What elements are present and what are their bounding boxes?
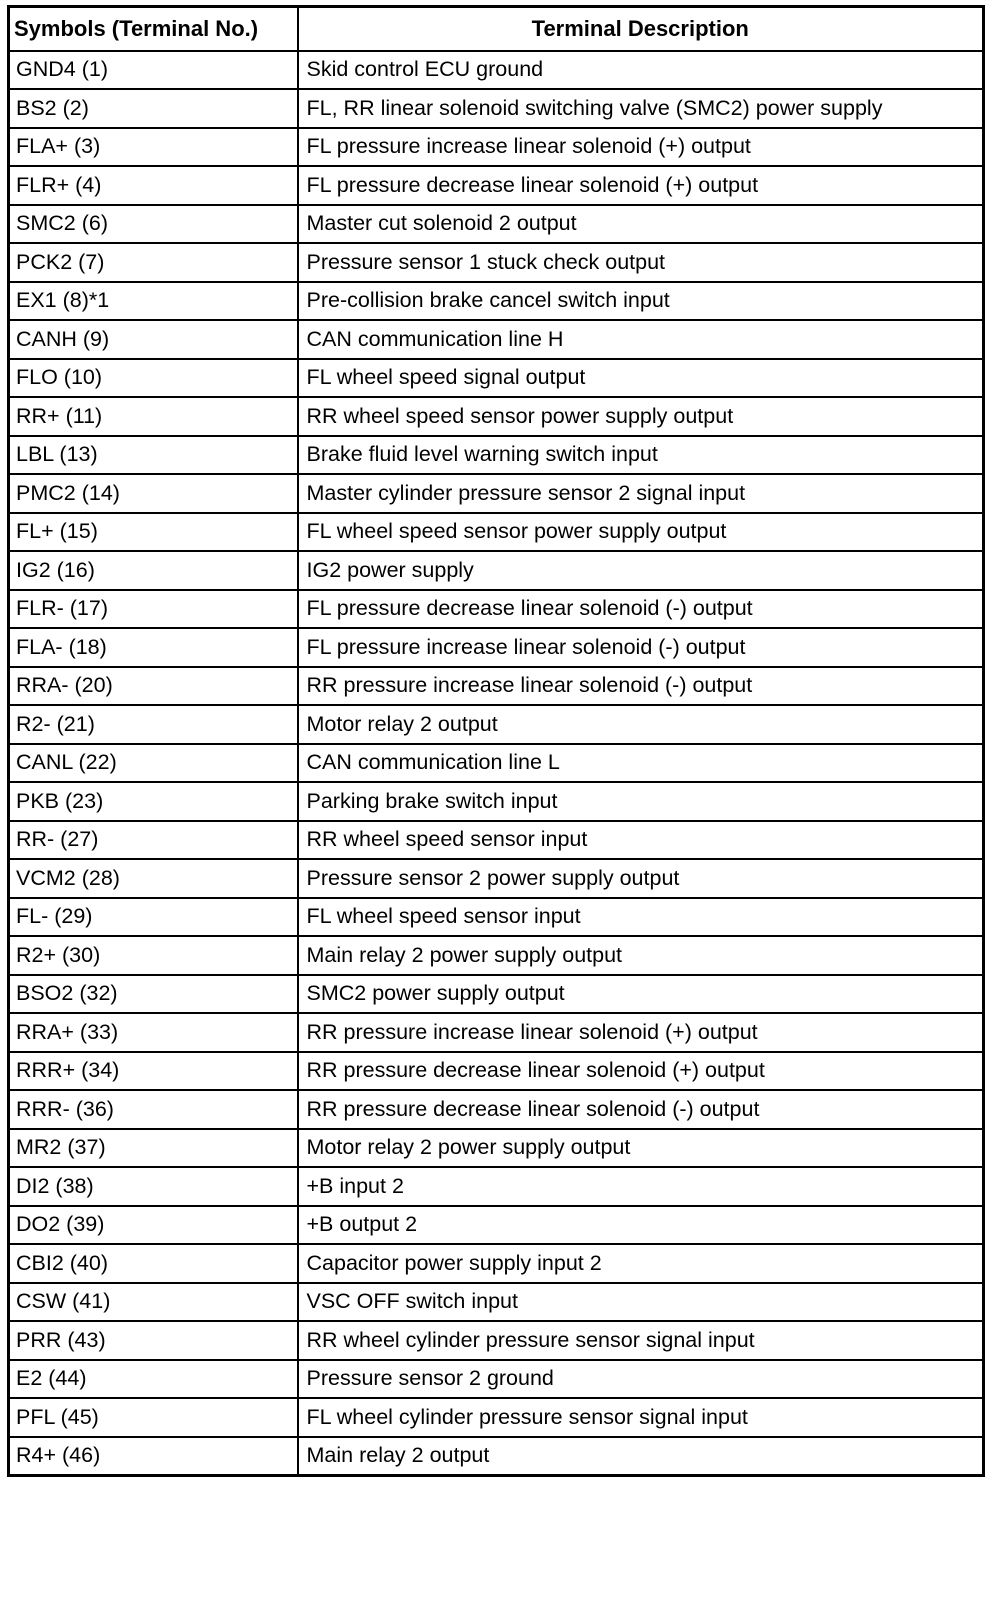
terminal-description-cell: RR wheel speed sensor power supply output xyxy=(298,397,984,436)
column-header-description: Terminal Description xyxy=(298,7,984,51)
column-header-symbol: Symbols (Terminal No.) xyxy=(9,7,298,51)
table-row xyxy=(9,1129,984,1168)
table-row xyxy=(9,282,984,321)
terminal-symbol-cell: FLO (10) xyxy=(9,359,298,398)
terminal-description-cell: FL pressure increase linear solenoid (-) output xyxy=(298,628,984,667)
terminal-description-cell: RR wheel speed sensor input xyxy=(298,821,984,860)
table-row xyxy=(9,898,984,937)
terminal-symbol-cell: PKB (23) xyxy=(9,782,298,821)
terminal-description-cell: +B input 2 xyxy=(298,1167,984,1206)
terminal-symbol-cell: DI2 (38) xyxy=(9,1167,298,1206)
table-row xyxy=(9,205,984,244)
terminal-symbol-cell: FLR+ (4) xyxy=(9,166,298,205)
terminal-symbol-cell: EX1 (8)*1 xyxy=(9,282,298,321)
terminal-symbol-cell: R4+ (46) xyxy=(9,1437,298,1476)
terminal-symbol-cell: BSO2 (32) xyxy=(9,975,298,1014)
table-row xyxy=(9,166,984,205)
table-row xyxy=(9,51,984,90)
terminal-symbol-cell: SMC2 (6) xyxy=(9,205,298,244)
terminal-symbol-cell: PRR (43) xyxy=(9,1321,298,1360)
terminal-symbol-cell: FLR- (17) xyxy=(9,590,298,629)
terminal-description-cell: Main relay 2 power supply output xyxy=(298,936,984,975)
terminal-description-cell: Skid control ECU ground xyxy=(298,51,984,90)
terminal-symbol-cell: CBI2 (40) xyxy=(9,1244,298,1283)
terminal-description-cell: RR pressure increase linear solenoid (-) output xyxy=(298,667,984,706)
table-row xyxy=(9,1244,984,1283)
terminal-symbol-cell: RRA+ (33) xyxy=(9,1013,298,1052)
table-row xyxy=(9,1090,984,1129)
table-row xyxy=(9,1283,984,1322)
terminal-description-cell: FL wheel speed sensor input xyxy=(298,898,984,937)
table-row xyxy=(9,1321,984,1360)
table-row xyxy=(9,474,984,513)
table-row xyxy=(9,243,984,282)
table-row xyxy=(9,1437,984,1476)
table-row xyxy=(9,397,984,436)
terminal-symbol-cell: LBL (13) xyxy=(9,436,298,475)
terminal-description-cell: +B output 2 xyxy=(298,1206,984,1245)
terminal-description-cell: RR wheel cylinder pressure sensor signal input xyxy=(298,1321,984,1360)
terminal-description-cell: FL, RR linear solenoid switching valve (SMC2) power supply xyxy=(298,89,984,128)
table-row xyxy=(9,667,984,706)
terminal-description-cell: SMC2 power supply output xyxy=(298,975,984,1014)
terminal-symbol-cell: CANH (9) xyxy=(9,320,298,359)
table-row xyxy=(9,975,984,1014)
table-row xyxy=(9,936,984,975)
terminal-symbol-cell: GND4 (1) xyxy=(9,51,298,90)
terminal-symbol-cell: RRR- (36) xyxy=(9,1090,298,1129)
table-row xyxy=(9,1052,984,1091)
terminal-symbol-cell: MR2 (37) xyxy=(9,1129,298,1168)
table-row xyxy=(9,1206,984,1245)
terminal-symbol-cell: CSW (41) xyxy=(9,1283,298,1322)
terminal-description-cell: RR pressure decrease linear solenoid (-) output xyxy=(298,1090,984,1129)
terminal-description-cell: FL wheel speed sensor power supply output xyxy=(298,513,984,552)
terminal-description-cell: CAN communication line L xyxy=(298,744,984,783)
table-row xyxy=(9,705,984,744)
terminal-description-cell: Motor relay 2 output xyxy=(298,705,984,744)
terminal-description-cell: FL wheel cylinder pressure sensor signal input xyxy=(298,1398,984,1437)
terminal-description-cell: Motor relay 2 power supply output xyxy=(298,1129,984,1168)
terminal-symbol-cell: RR- (27) xyxy=(9,821,298,860)
terminal-description-cell: Parking brake switch input xyxy=(298,782,984,821)
terminal-description-cell: Master cut solenoid 2 output xyxy=(298,205,984,244)
table-row xyxy=(9,89,984,128)
terminal-symbol-cell: CANL (22) xyxy=(9,744,298,783)
terminal-symbol-cell: RRR+ (34) xyxy=(9,1052,298,1091)
table-row xyxy=(9,821,984,860)
terminal-symbol-cell: R2- (21) xyxy=(9,705,298,744)
table-header-row xyxy=(9,7,984,51)
terminal-symbol-cell: FL+ (15) xyxy=(9,513,298,552)
table-row xyxy=(9,436,984,475)
terminal-description-cell: Main relay 2 output xyxy=(298,1437,984,1476)
terminal-description-cell: Pressure sensor 2 ground xyxy=(298,1360,984,1399)
terminal-description-cell: CAN communication line H xyxy=(298,320,984,359)
table-row xyxy=(9,1167,984,1206)
terminal-description-cell: FL pressure decrease linear solenoid (-) output xyxy=(298,590,984,629)
terminal-symbol-cell: PFL (45) xyxy=(9,1398,298,1437)
table-row xyxy=(9,1013,984,1052)
table-row xyxy=(9,744,984,783)
terminal-symbol-cell: BS2 (2) xyxy=(9,89,298,128)
terminal-description-cell: Capacitor power supply input 2 xyxy=(298,1244,984,1283)
terminal-symbol-cell: VCM2 (28) xyxy=(9,859,298,898)
terminal-description-cell: Pre-collision brake cancel switch input xyxy=(298,282,984,321)
terminal-symbol-cell: FLA- (18) xyxy=(9,628,298,667)
table-row xyxy=(9,128,984,167)
terminal-description-cell: Pressure sensor 1 stuck check output xyxy=(298,243,984,282)
terminal-symbol-cell: IG2 (16) xyxy=(9,551,298,590)
table-row xyxy=(9,320,984,359)
terminal-description-table xyxy=(7,5,985,1477)
terminal-description-cell: FL pressure increase linear solenoid (+) output xyxy=(298,128,984,167)
terminal-symbol-cell: FLA+ (3) xyxy=(9,128,298,167)
terminal-description-cell: RR pressure increase linear solenoid (+) output xyxy=(298,1013,984,1052)
terminal-symbol-cell: DO2 (39) xyxy=(9,1206,298,1245)
table-row xyxy=(9,551,984,590)
terminal-symbol-cell: PCK2 (7) xyxy=(9,243,298,282)
terminal-symbol-cell: E2 (44) xyxy=(9,1360,298,1399)
table-body xyxy=(9,51,984,1476)
terminal-description-cell: FL wheel speed signal output xyxy=(298,359,984,398)
terminal-symbol-cell: PMC2 (14) xyxy=(9,474,298,513)
terminal-description-cell: VSC OFF switch input xyxy=(298,1283,984,1322)
terminal-description-cell: Master cylinder pressure sensor 2 signal input xyxy=(298,474,984,513)
table-row xyxy=(9,782,984,821)
terminal-symbol-cell: RRA- (20) xyxy=(9,667,298,706)
terminal-description-cell: IG2 power supply xyxy=(298,551,984,590)
table-row xyxy=(9,1398,984,1437)
table-row xyxy=(9,1360,984,1399)
table-row xyxy=(9,859,984,898)
terminal-symbol-cell: RR+ (11) xyxy=(9,397,298,436)
terminal-symbol-cell: FL- (29) xyxy=(9,898,298,937)
terminal-description-cell: Pressure sensor 2 power supply output xyxy=(298,859,984,898)
terminal-description-cell: Brake fluid level warning switch input xyxy=(298,436,984,475)
table-row xyxy=(9,628,984,667)
table-row xyxy=(9,513,984,552)
terminal-description-cell: RR pressure decrease linear solenoid (+) output xyxy=(298,1052,984,1091)
terminal-symbol-cell: R2+ (30) xyxy=(9,936,298,975)
terminal-description-cell: FL pressure decrease linear solenoid (+) output xyxy=(298,166,984,205)
table-row xyxy=(9,590,984,629)
table-row xyxy=(9,359,984,398)
